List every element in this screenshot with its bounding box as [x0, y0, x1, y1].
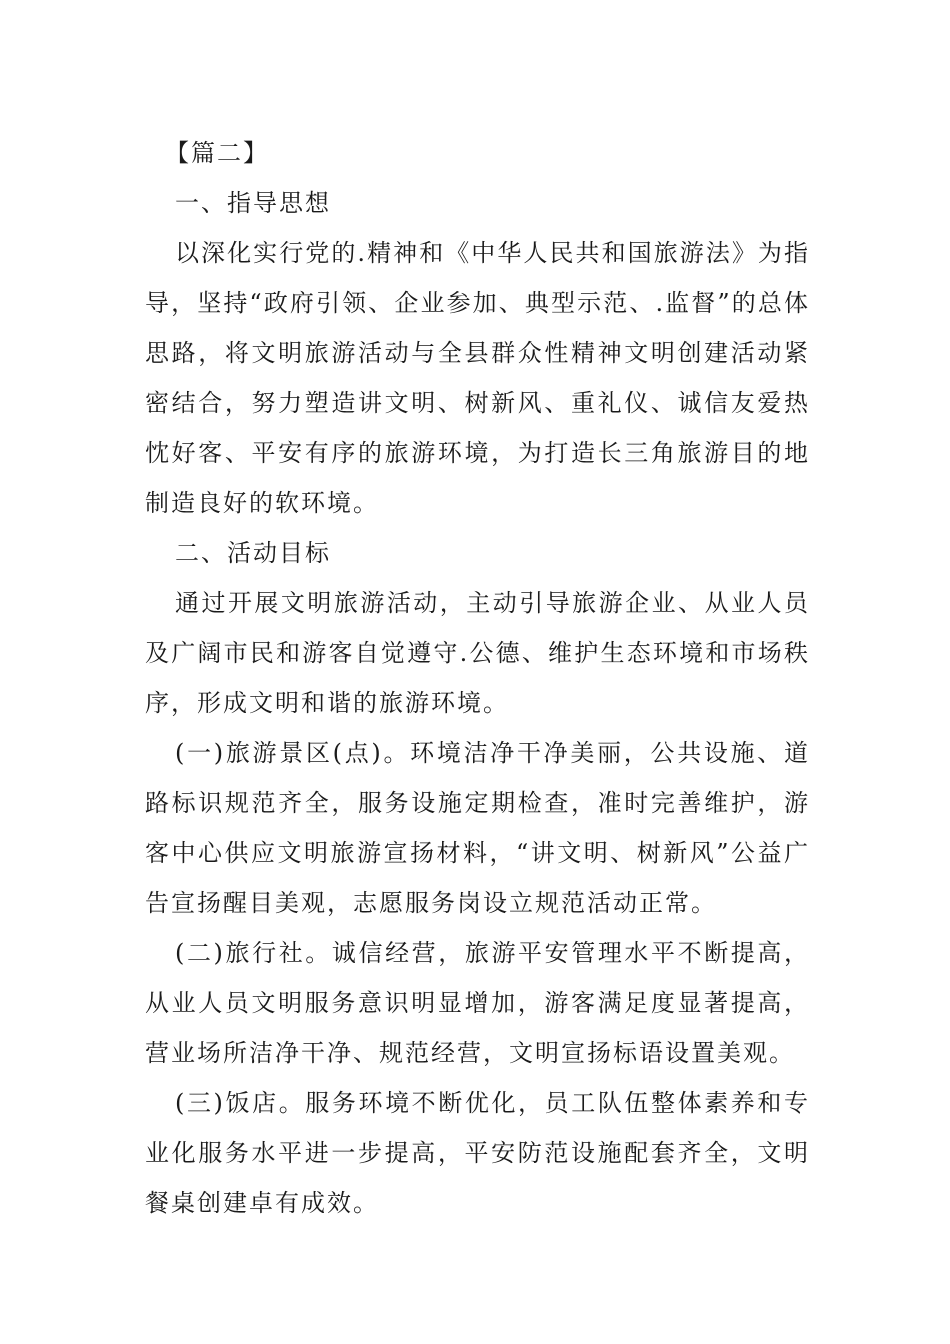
paragraph-travel-agencies: (二)旅行社。诚信经营，旅游平安管理水平不断提高，从业人员文明服务意识明显增加，游客满足度显著提高，营业场所洁净干净、规范经营，文明宣扬标语设置美观。: [145, 939, 810, 1067]
heading-guiding-ideology: 一、指导思想: [175, 189, 331, 217]
paragraph-hotels: (三)饭店。服务环境不断优化，员工队伍整体素养和专业化服务水平进一步提高，平安防范设施配套齐全，文明餐桌创建卓有成效。: [145, 1089, 810, 1217]
heading-activity-goals: 二、活动目标: [175, 539, 331, 567]
paragraph-activity-goals: 通过开展文明旅游活动，主动引导旅游企业、从业人员及广阔市民和游客自觉遵守.公德、维护生态环境和市场秩序，形成文明和谐的旅游环境。: [145, 589, 810, 717]
section-title: 【篇二】: [165, 139, 269, 167]
paragraph-guiding-ideology: 以深化实行党的.精神和《中华人民共和国旅游法》为指导，坚持“政府引领、企业参加、典型示范、.监督”的总体思路，将文明旅游活动与全县群众性精神文明创建活动紧密结合，努力塑造讲文明、树新风、重礼仪、诚信友爱热忱好客、平安有序的旅游环境，为打造长三角旅游目的地制造良好的软环境。: [145, 239, 810, 517]
document-page: [145, 128, 810, 1228]
paragraph-scenic-spots: (一)旅游景区(点)。环境洁净干净美丽，公共设施、道路标识规范齐全，服务设施定期检查，准时完善维护，游客中心供应文明旅游宣扬材料，“讲文明、树新风”公益广告宣扬醒目美观，志愿服务岗设立规范活动正常。: [145, 739, 810, 917]
